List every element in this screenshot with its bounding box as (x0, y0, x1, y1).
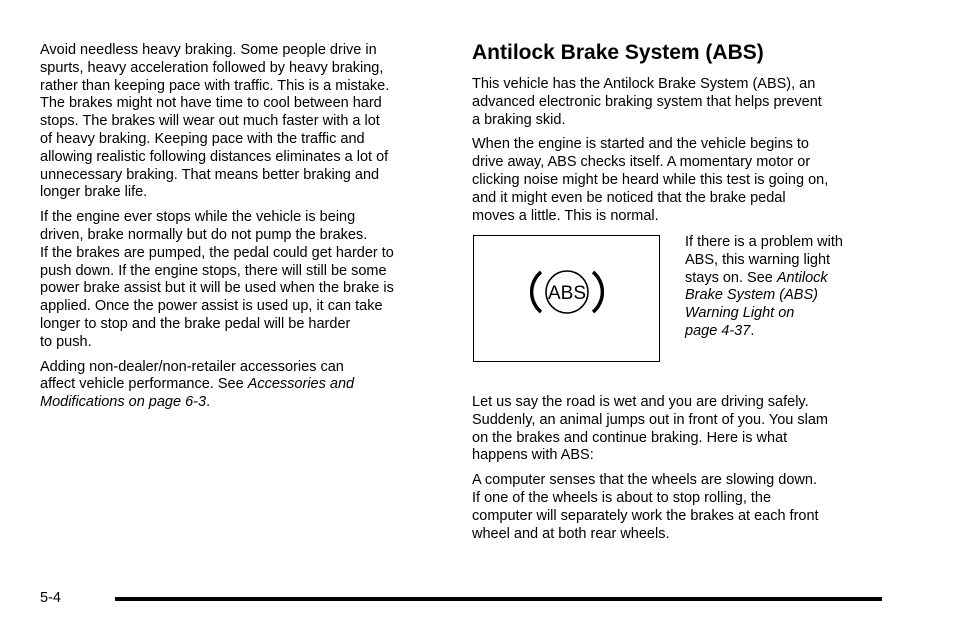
text-line: and it might even be noticed that the brake pedal (472, 189, 786, 206)
text-line: applied. Once the power assist is used up, it can take (40, 298, 383, 315)
text-line: Let us say the road is wet and you are driving safely. (472, 394, 809, 410)
text-line: wheel and at both rear wheels. (472, 525, 670, 542)
text-line: longer brake life. (40, 184, 148, 201)
text-fragment: . (750, 322, 755, 339)
text-line: stops. The brakes will wear out much faster with a lot (40, 113, 380, 130)
text-line: When the engine is started and the vehicle begins to (472, 136, 809, 153)
paragraph-wet-road (472, 394, 874, 465)
text-fragment: . (206, 394, 211, 411)
text-line: on the brakes and continue braking. Here is what (472, 429, 788, 446)
text-line (685, 323, 875, 341)
text-line: power brake assist but it will be used when the brake is (40, 280, 394, 297)
text-line: drive away, ABS checks itself. A momentary motor or (472, 154, 811, 171)
text-line: Avoid needless heavy braking. Some people drive in (40, 42, 377, 58)
text-line: driven, brake normally but do not pump the brakes. (40, 226, 368, 243)
text-fragment: affect vehicle performance. See (40, 376, 248, 393)
right-column-lower (472, 394, 874, 543)
text-line: spurts, heavy acceleration followed by heavy braking, (40, 59, 384, 76)
text-line: If the brakes are pumped, the pedal could get harder to (40, 244, 394, 261)
paragraph-abs-selfcheck (472, 136, 874, 225)
text-line: push down. If the engine stops, there will still be some (40, 262, 387, 279)
paragraph-heavy-braking (40, 42, 440, 202)
text-line: happens with ABS: (472, 447, 594, 464)
paragraph-abs-intro (472, 76, 874, 129)
text-line: to push. (40, 333, 92, 350)
text-line: rather than keeping pace with traffic. This is a mistake. (40, 77, 390, 94)
footer-divider (115, 597, 882, 601)
text-line: unnecessary braking. That means better braking and (40, 166, 380, 183)
abs-icon-text: ABS (547, 283, 587, 304)
text-line: computer will separately work the brakes at each front (472, 507, 819, 524)
text-line: A computer senses that the wheels are slowing down. (472, 472, 817, 489)
section-heading: Antilock Brake System (ABS) (472, 41, 764, 64)
text-line: If the engine ever stops while the vehicle is being (40, 209, 356, 226)
page-number: 5-4 (40, 590, 61, 606)
text-line: This vehicle has the Antilock Brake System (ABS), an (472, 76, 816, 92)
figure-caption (685, 234, 875, 341)
text-line (685, 270, 875, 288)
text-line: advanced electronic braking system that helps prevent (472, 93, 822, 110)
text-line: longer to stop and the brake pedal will be harder (40, 315, 351, 332)
text-line: Suddenly, an animal jumps out in front of you. You slam (472, 411, 829, 428)
text-line: If one of the wheels is about to stop rolling, the (472, 489, 772, 506)
cross-reference-link[interactable]: Brake System (ABS) (685, 287, 818, 304)
right-column (472, 40, 874, 225)
cross-reference-link[interactable]: Warning Light on (685, 305, 795, 322)
text-line: The brakes might not have time to cool between hard (40, 95, 382, 112)
text-fragment: stays on. See (685, 269, 777, 286)
text-line: If there is a problem with (685, 234, 843, 250)
left-column (40, 42, 440, 412)
text-line: clicking noise might be heard while this test is going on, (472, 171, 829, 188)
cross-reference-link[interactable]: Accessories and (247, 376, 355, 393)
abs-warning-figure (473, 235, 660, 362)
text-line: ABS, this warning light (685, 251, 831, 268)
text-line: Adding non-dealer/non-retailer accessories can (40, 358, 344, 375)
paragraph-accessories (40, 359, 440, 412)
text-line (40, 394, 440, 412)
cross-reference-link[interactable]: Antilock (776, 269, 828, 286)
text-line: a braking skid. (472, 111, 566, 128)
abs-warning-light-icon (530, 268, 604, 316)
cross-reference-link[interactable]: page 4-37 (685, 322, 751, 339)
paragraph-engine-stops (40, 209, 440, 351)
text-line (40, 376, 440, 394)
cross-reference-link[interactable]: Modifications on page 6-3 (40, 394, 207, 411)
text-line: allowing realistic following distances eliminates a lot of (40, 148, 389, 165)
text-line: of heavy braking. Keeping pace with the traffic and (40, 130, 365, 147)
paragraph-computer-senses (472, 472, 874, 543)
text-line: moves a little. This is normal. (472, 207, 659, 224)
